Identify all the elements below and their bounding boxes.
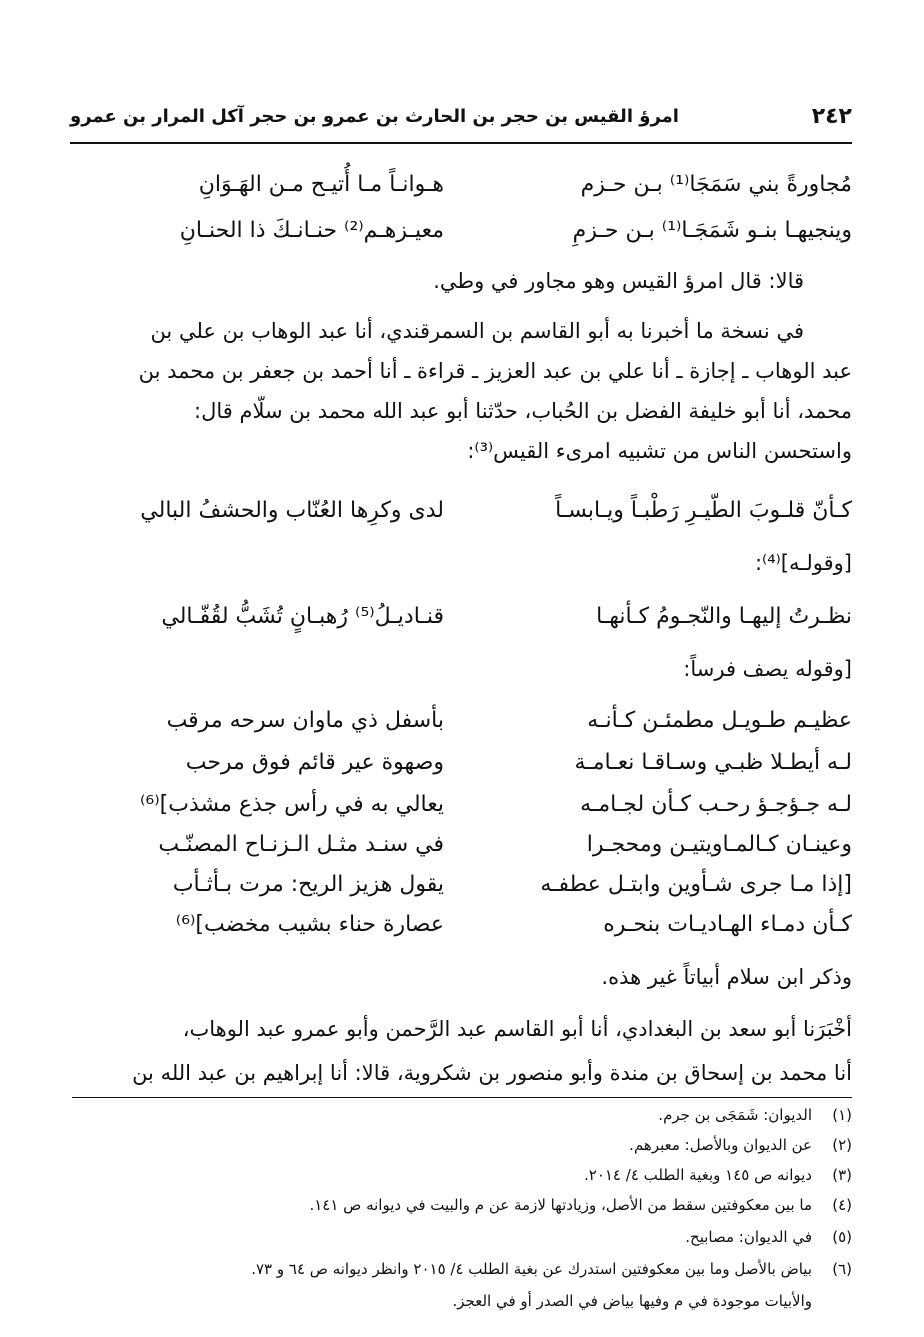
verse-first-hemistich: مُجاورةً بني سَمَجَا⁽¹⁾ بـن حـزم — [580, 172, 852, 197]
footnote-number: (٦) — [832, 1260, 852, 1278]
verse-second-hemistich: بأسفل ذي ماوان سرحه مرقب — [166, 708, 444, 733]
paragraph-line: محمد، أنا أبو خليفة الفضل بن الحُباب، حدّثنا أبو عبد الله محمد بن سلّام قال: — [194, 399, 852, 423]
verse-line — [72, 704, 852, 740]
verse-first-hemistich: كـأن دمـاء الهـاديـات بنحـره — [603, 912, 852, 937]
footnote-number: (٥) — [832, 1228, 852, 1246]
verse-first-hemistich: وعينـان كـالمـاويتيـن ومحجـرا — [586, 832, 852, 857]
footnote-text: والأبيات موجودة في م وفيها بياض في الصدر أو في العجز. — [452, 1292, 812, 1310]
verse-first-hemistich: لـه جـؤجـؤ رحـب كـأن لجـامـه — [580, 792, 852, 817]
paragraph-line: واستحسن الناس من تشبيه امرىء القيس⁽³⁾: — [467, 439, 852, 463]
footnote-number: (٣) — [832, 1166, 852, 1184]
verse-line — [72, 494, 852, 530]
bracket-note: [وقوله يصف فرساً: — [683, 657, 852, 681]
paragraph-line: عبد الوهاب ـ إجازة ـ أنا علي بن عبد العزيز ـ قراءة ـ أنا أحمد بن جعفر بن محمد بن — [138, 359, 852, 383]
footnote-number: (٤) — [832, 1196, 852, 1214]
verse-line — [72, 868, 852, 904]
paragraph-line: وذكر ابن سلام أبياتاً غير هذه. — [601, 965, 852, 989]
page-number: ٢٤٢ — [811, 104, 852, 129]
footnote-divider — [72, 1097, 852, 1098]
verse-second-hemistich: وصهوة عير قائم فوق مرحب — [185, 750, 444, 775]
paragraph-line: قالا: قال امرؤ القيس وهو مجاور في وطي. — [433, 269, 804, 293]
verse-line — [72, 214, 852, 250]
footnote — [72, 1194, 852, 1216]
verse-first-hemistich: نظـرتُ إليهـا والنّجـومُ كـأنهـا — [596, 604, 852, 629]
footnote — [72, 1290, 852, 1312]
footnote-number: (٢) — [832, 1136, 852, 1154]
footnote-text: ديوانه ص ١٤٥ وبغية الطلب ٤/ ٢٠١٤. — [583, 1166, 812, 1184]
footnote-text: الديوان: شَمَجَى بن جرم. — [658, 1106, 812, 1124]
footnote-text: في الديوان: مصابيح. — [685, 1228, 812, 1246]
footnote-text: عن الديوان وبالأصل: معبرهم. — [629, 1136, 812, 1154]
verse-second-hemistich: هـوانـاً مـا أُتيـح مـن الهَـوَانِ — [198, 172, 444, 197]
verse-second-hemistich: يعالي به في رأس جذع مشذب]⁽⁶⁾ — [140, 792, 444, 817]
footnote — [72, 1164, 852, 1186]
footnote-text: بياض بالأصل وما بين معكوفتين استدرك عن بغية الطلب ٤/ ٢٠١٥ وانظر ديوانه ص ٦٤ و ٧٣. — [251, 1260, 812, 1278]
verse-line — [72, 828, 852, 864]
footnote-number: (١) — [832, 1106, 852, 1124]
verse-first-hemistich: لـه أيطـلا ظبـي وسـاقـا نعـامـة — [574, 750, 852, 775]
paragraph-line: أنا محمد بن إسحاق بن مندة وأبو منصور بن شكروية، قالا: أنا إبراهيم بن عبد الله بن — [132, 1061, 852, 1085]
verse-first-hemistich: كـأنّ قلـوبَ الطّيـرِ رَطْبـاً ويـابسـاً — [555, 498, 852, 523]
footnote — [72, 1258, 852, 1280]
verse-second-hemistich: يقول هزيز الريح: مرت بـأثـأب — [172, 872, 444, 897]
paragraph-line: في نسخة ما أخبرنا به أبو القاسم بن السمرقندي، أنا عبد الوهاب بن علي بن — [150, 319, 804, 343]
verse-first-hemistich: وينجيهـا بنـو شَمَجَـا⁽¹⁾ بـن حـزمِ — [572, 218, 852, 243]
verse-first-hemistich: عظيـم طـويـل مطمئـن كـأنـه — [587, 708, 852, 733]
page-header — [70, 100, 852, 144]
footnote-text: ما بين معكوفتين سقط من الأصل، وزيادتها لازمة عن م والبيت في ديوانه ص ١٤١. — [309, 1196, 812, 1214]
footnote — [72, 1104, 852, 1126]
footnote — [72, 1134, 852, 1156]
verse-second-hemistich: قنـاديـلُ⁽⁵⁾ رُهبـانٍ تُشَبُّ لقُفّـالي — [161, 604, 444, 629]
running-title: امرؤ القيس بن حجر بن الحارث بن عمرو بن حجر آكل المرار بن عمرو — [70, 106, 679, 127]
paragraph-line: أخْبَرَنا أبو سعد بن البغدادي، أنا أبو القاسم عبد الرَّحمن وأبو عمرو عبد الوهاب، — [182, 1017, 852, 1041]
verse-first-hemistich: [إذا مـا جرى شـأوين وابتـل عطفـه — [540, 872, 852, 897]
verse-line — [72, 908, 852, 944]
verse-second-hemistich: معيـزهـم⁽²⁾ حنـانـكَ ذا الحنـانِ — [179, 218, 444, 243]
verse-line — [72, 788, 852, 824]
verse-line — [72, 168, 852, 204]
verse-second-hemistich: لدى وكرِها العُنّاب والحشفُ البالي — [140, 498, 444, 523]
verse-line — [72, 600, 852, 636]
footnote — [72, 1226, 852, 1248]
verse-second-hemistich: عصارة حناء بشيب مخضب]⁽⁶⁾ — [175, 912, 444, 937]
verse-line — [72, 746, 852, 782]
bracket-note: [وقولـه]⁽⁴⁾: — [754, 551, 852, 575]
verse-second-hemistich: في سنـد مثـل الـزنـاح المصنّـب — [158, 832, 444, 857]
